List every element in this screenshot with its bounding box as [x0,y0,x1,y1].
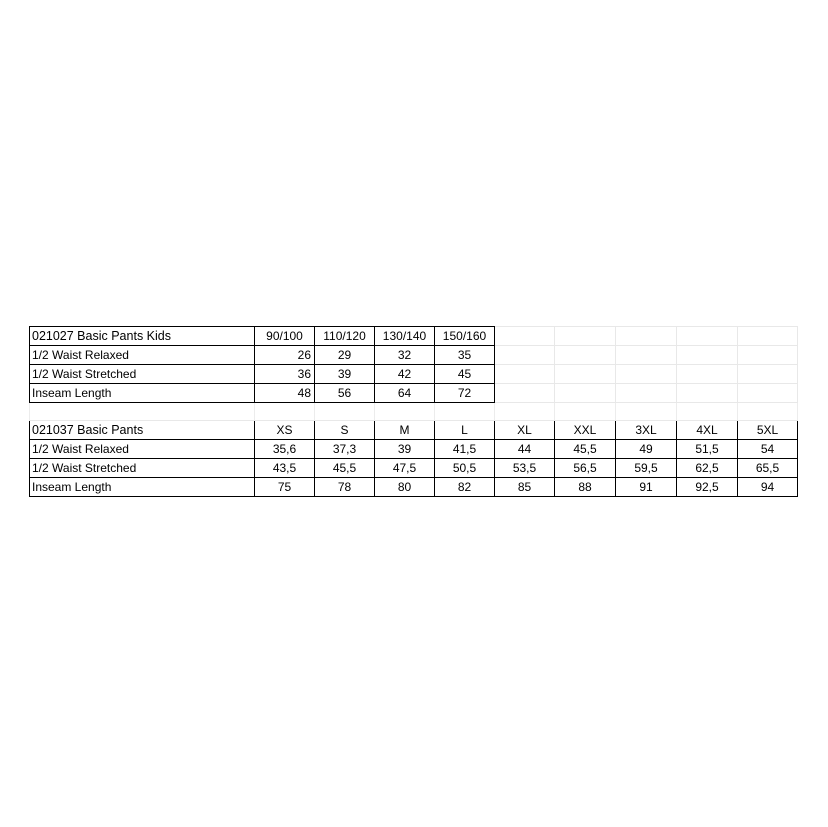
empty-cell [495,365,555,384]
adult-size-header: S [315,421,375,440]
adult-title: 021037 Basic Pants [30,421,255,440]
table-cell: 56 [315,384,375,403]
table-cell: 42 [375,365,435,384]
table-cell: 92,5 [677,478,738,497]
table-cell: 50,5 [435,459,495,478]
empty-cell [677,384,738,403]
empty-cell [616,346,677,365]
adult-size-header: 4XL [677,421,738,440]
table-cell: 51,5 [677,440,738,459]
table-cell: 32 [375,346,435,365]
row-label: Inseam Length [30,384,255,403]
empty-cell [555,384,616,403]
empty-cell [255,403,315,421]
table-cell: 75 [255,478,315,497]
adult-header-row [30,421,798,440]
table-cell: 48 [255,384,315,403]
table-cell: 35 [435,346,495,365]
empty-cell [555,346,616,365]
kids-header-row [30,327,798,346]
table-cell: 45 [435,365,495,384]
empty-cell [555,403,616,421]
table-cell: 64 [375,384,435,403]
empty-cell [616,384,677,403]
adult-size-header: XL [495,421,555,440]
row-label: Inseam Length [30,478,255,497]
empty-cell [616,403,677,421]
adult-size-header: 3XL [616,421,677,440]
empty-cell [677,346,738,365]
table-cell: 39 [315,365,375,384]
empty-cell [495,384,555,403]
kids-size-header: 130/140 [375,327,435,346]
adult-size-header: 5XL [738,421,798,440]
table-cell: 88 [555,478,616,497]
empty-cell [738,327,798,346]
table-cell: 29 [315,346,375,365]
empty-cell [555,327,616,346]
size-chart-table [29,326,798,497]
row-label: 1/2 Waist Relaxed [30,346,255,365]
adult-size-header: XS [255,421,315,440]
empty-cell [677,327,738,346]
adult-size-header: XXL [555,421,616,440]
table-cell: 80 [375,478,435,497]
kids-size-header: 110/120 [315,327,375,346]
empty-cell [495,403,555,421]
empty-cell [555,365,616,384]
empty-cell [738,365,798,384]
table-cell: 35,6 [255,440,315,459]
row-label: 1/2 Waist Relaxed [30,440,255,459]
table-cell: 39 [375,440,435,459]
empty-cell [315,403,375,421]
table-row [30,440,798,459]
table-cell: 26 [255,346,315,365]
table-cell: 54 [738,440,798,459]
table-cell: 94 [738,478,798,497]
table-cell: 41,5 [435,440,495,459]
table-cell: 53,5 [495,459,555,478]
table-cell: 44 [495,440,555,459]
kids-size-header: 150/160 [435,327,495,346]
table-cell: 78 [315,478,375,497]
empty-cell [738,384,798,403]
table-cell: 43,5 [255,459,315,478]
empty-cell [738,346,798,365]
empty-cell [738,403,798,421]
table-cell: 91 [616,478,677,497]
table-cell: 59,5 [616,459,677,478]
empty-cell [616,327,677,346]
table-cell: 85 [495,478,555,497]
row-label: 1/2 Waist Stretched [30,365,255,384]
table-cell: 37,3 [315,440,375,459]
empty-cell [677,403,738,421]
kids-size-header: 90/100 [255,327,315,346]
size-chart-sheet [29,326,797,498]
table-cell: 36 [255,365,315,384]
empty-cell [495,327,555,346]
empty-cell [375,403,435,421]
empty-cell [435,403,495,421]
row-label: 1/2 Waist Stretched [30,459,255,478]
table-row [30,478,798,497]
empty-cell [616,365,677,384]
table-cell: 65,5 [738,459,798,478]
empty-cell [495,346,555,365]
kids-title: 021027 Basic Pants Kids [30,327,255,346]
adult-size-header: L [435,421,495,440]
table-cell: 47,5 [375,459,435,478]
table-cell: 62,5 [677,459,738,478]
table-cell: 45,5 [555,440,616,459]
table-row [30,346,798,365]
table-cell: 82 [435,478,495,497]
table-cell: 49 [616,440,677,459]
adult-size-header: M [375,421,435,440]
table-row [30,365,798,384]
empty-cell [30,403,255,421]
table-cell: 45,5 [315,459,375,478]
table-cell: 56,5 [555,459,616,478]
table-row [30,384,798,403]
empty-cell [677,365,738,384]
spacer-row [30,403,798,421]
table-cell: 72 [435,384,495,403]
table-row [30,459,798,478]
